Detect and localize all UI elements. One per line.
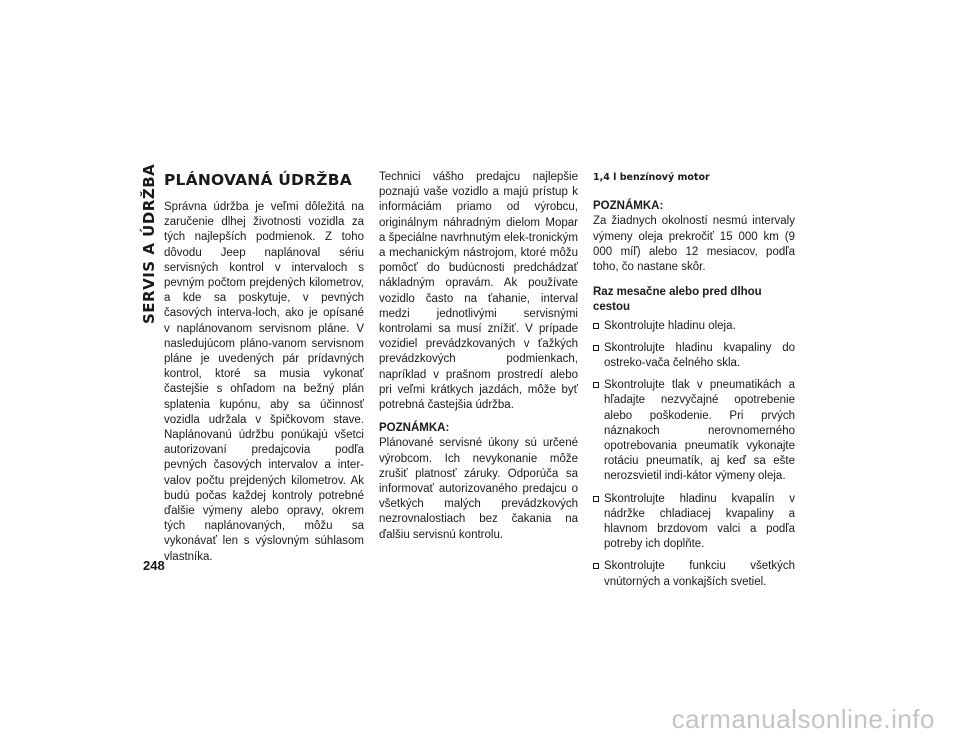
list-item bbox=[593, 378, 795, 484]
list-item-text: Skontrolujte tlak v pneumatikách a hľadajte nezvyčajné opotrebenie alebo poškodenie. Pri prvých náznakoch nerovnomerného opotrebovania pneumatík vykonajte rotáciu pneumatík, aj keď sa ešte nerozsvietil indi-kátor výmeny oleja. bbox=[604, 379, 795, 483]
column-1 bbox=[164, 170, 364, 573]
list-item-text: Skontrolujte hladinu kvapalín v nádržke chladiacej kvapaliny a hlavnom brzdovom valci a podľa potreby ich doplňte. bbox=[604, 492, 795, 551]
note-label: POZNÁMKA: bbox=[593, 200, 664, 213]
checkbox-square-icon bbox=[593, 382, 599, 388]
column-2 bbox=[379, 170, 578, 551]
page-heading: PLÁNOVANÁ ÚDRŽBA bbox=[164, 171, 352, 189]
list-item-text: Skontrolujte hladinu kvapaliny do ostreko-vača čelného skla. bbox=[604, 341, 795, 370]
checkbox-square-icon bbox=[593, 496, 599, 502]
checklist bbox=[593, 319, 795, 590]
note-text: Za žiadnych okolností nesmú intervaly výmeny oleja prekročiť 15 000 km (9 000 míľ) alebo 12 mesiacov, podľa toho, čo nastane skôr. bbox=[593, 215, 795, 274]
list-item bbox=[593, 559, 795, 589]
column-3 bbox=[593, 170, 795, 597]
side-section-title bbox=[138, 164, 160, 324]
list-item bbox=[593, 319, 795, 334]
side-section-title-text: SERVIS A ÚDRŽBA bbox=[140, 163, 158, 324]
checkbox-square-icon bbox=[593, 563, 599, 569]
page-number: 248 bbox=[143, 558, 165, 573]
checkbox-square-icon bbox=[593, 323, 599, 329]
list-item-text: Skontrolujte hladinu oleja. bbox=[604, 319, 736, 332]
note-label: POZNÁMKA: bbox=[379, 422, 450, 435]
technicians-paragraph: Technici vášho predajcu najlepšie poznajú vaše vozidlo a majú prístup k informáciám priamo od výrobcu, originálnym náhradným dielom Mopar a špeciálne navrhnutým elek-tronickým a mechanickým nástrojom, ktoré môžu pomôcť do budúcnosti predchádzať nákladným opravám. Ak používate vozidlo často na ťahanie, interval medzi jednotlivými servisnými kontrolami sa musí znížiť. V prípade vozidiel prevádzkovaných v ťažkých prevádzkových podmienkach, napríklad v prašnom prostredí alebo pri veľmi krátkych jazdách, môže byť potrebná častejšia údržba. bbox=[379, 171, 578, 412]
watermark: carmanualsonline.info bbox=[671, 704, 935, 734]
section-title: Raz mesačne alebo pred dlhou cestou bbox=[593, 286, 762, 314]
engine-subheading: 1,4 l benzínový motor bbox=[593, 172, 710, 183]
list-item bbox=[593, 492, 795, 553]
intro-paragraph: Správna údržba je veľmi dôležitá na zaručenie dlhej životnosti vozidla za tých najlepších podmienok. Z toho dôvodu Jeep naplánoval sériu servisných kontrol v intervaloch s pevným počtom prejdených kilometrov, a kde sa poskytuje, v pevných časových interva-loch, ako je opísané v naplánovanom servisnom pláne. V nasledujúcom pláno-vanom servisnom pláne je uvedených pár prídavných kontrol, ktoré sa musia vykonať častejšie s ohľadom na bežný plán splatenia kupónu, aby sa účinnosť vozidla udržala v špičkovom stave. Naplánovanú údržbu ponúkajú všetci autorizovaní predajcovia podľa pevných časových intervalov a inter-valov počtu prejdených kilometrov. Ak budú počas každej kontroly potrebné ďalšie výmeny alebo opravy, okrem tých naplánovaných, môžu sa vykonávať len s výslovným súhlasom vlastníka. bbox=[164, 201, 364, 563]
note-text: Plánované servisné úkony sú určené výrobcom. Ich nevykonanie môže zrušiť platnosť záruky. Odporúča sa informovať autorizovaného predajcu o všetkých malých prevádzkových nezrovnalostiach bez čakania na ďalšiu servisnú kontrolu. bbox=[379, 437, 578, 541]
list-item bbox=[593, 341, 795, 371]
list-item-text: Skontrolujte funkciu všetkých vnútorných a vonkajších svetiel. bbox=[604, 560, 795, 588]
checkbox-square-icon bbox=[593, 345, 599, 351]
